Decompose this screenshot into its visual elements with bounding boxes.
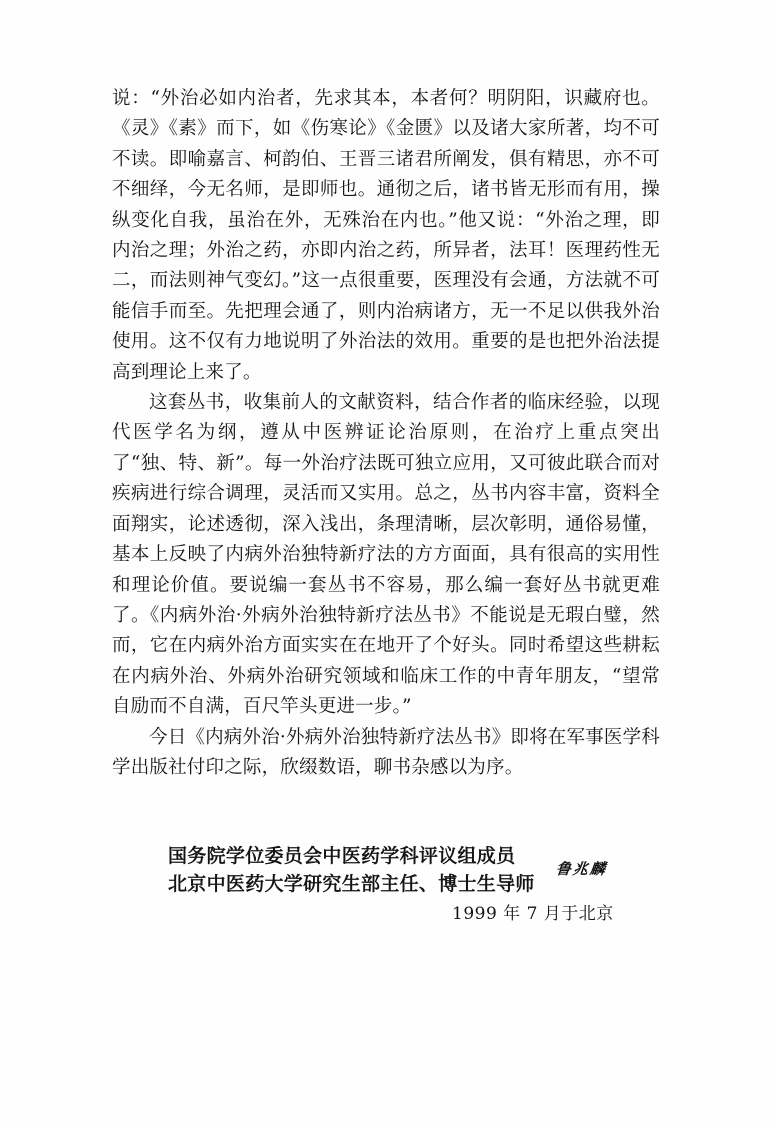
- preface-body: [112, 84, 660, 783]
- signature-name: 鲁兆麟: [555, 860, 608, 878]
- signature-title-line-2: 北京中医药大学研究生部主任、博士生导师: [168, 873, 535, 895]
- signature-title-line-1: 国务院学位委员会中医药学科评议组成员: [168, 845, 516, 867]
- paragraph-closing: 今日《内病外治·外病外治独特新疗法丛书》即将在军事医学科学出版社付印之际，欣缀数语，聊书杂感以为序。: [112, 726, 660, 778]
- signature-date: 1999 年 7 月于北京: [452, 904, 614, 924]
- paragraph-continuation: 说：“外治必如内治者，先求其本，本者何？明阴阳，识藏府也。《灵》《素》而下，如《伤寒论》《金匮》以及诸大家所著，均不可不读。即喻嘉言、柯韵伯、王晋三诸君所阐发，俱有精思，亦不可不细绎，今无名师，是即师也。通彻之后，诸书皆无形而有用，操纵变化自我，虽治在外，无殊治在内也。”他又说：“外治之理，即内治之理；外治之药，亦即内治之药，所异者，法耳！医理药性无二，而法则神气变幻。”这一点很重要，医理没有会通，方法就不可能信手而至。先把理会通了，则内治病诸方，无一不足以供我外治使用。这不仅有力地说明了外治法的效用。重要的是也把外治法提高到理论上来了。: [112, 88, 660, 383]
- paragraph-series-summary: 这套丛书，收集前人的文献资料，结合作者的临床经验，以现代医学名为纲，遵从中医辨证论治原则，在治疗上重点突出了“独、特、新”。每一外治疗法既可独立应用，又可彼此联合而对疾病进行综合调理，灵活而又实用。总之，丛书内容丰富，资料全面翔实，论述透彻，深入浅出，条理清晰，层次彰明，通俗易懂，基本上反映了内病外治独特新疗法的方方面面，具有很高的实用性和理论价值。要说编一套丛书不容易，那么编一套好丛书就更难了。《内病外治·外病外治独特新疗法丛书》不能说是无瑕白璧，然而，它在内病外治方面实实在在地开了个好头。同时希望这些耕耘在内病外治、外病外治研究领域和临床工作的中青年朋友，“望常自励而不自满，百尺竿头更进一步。”: [112, 392, 660, 718]
